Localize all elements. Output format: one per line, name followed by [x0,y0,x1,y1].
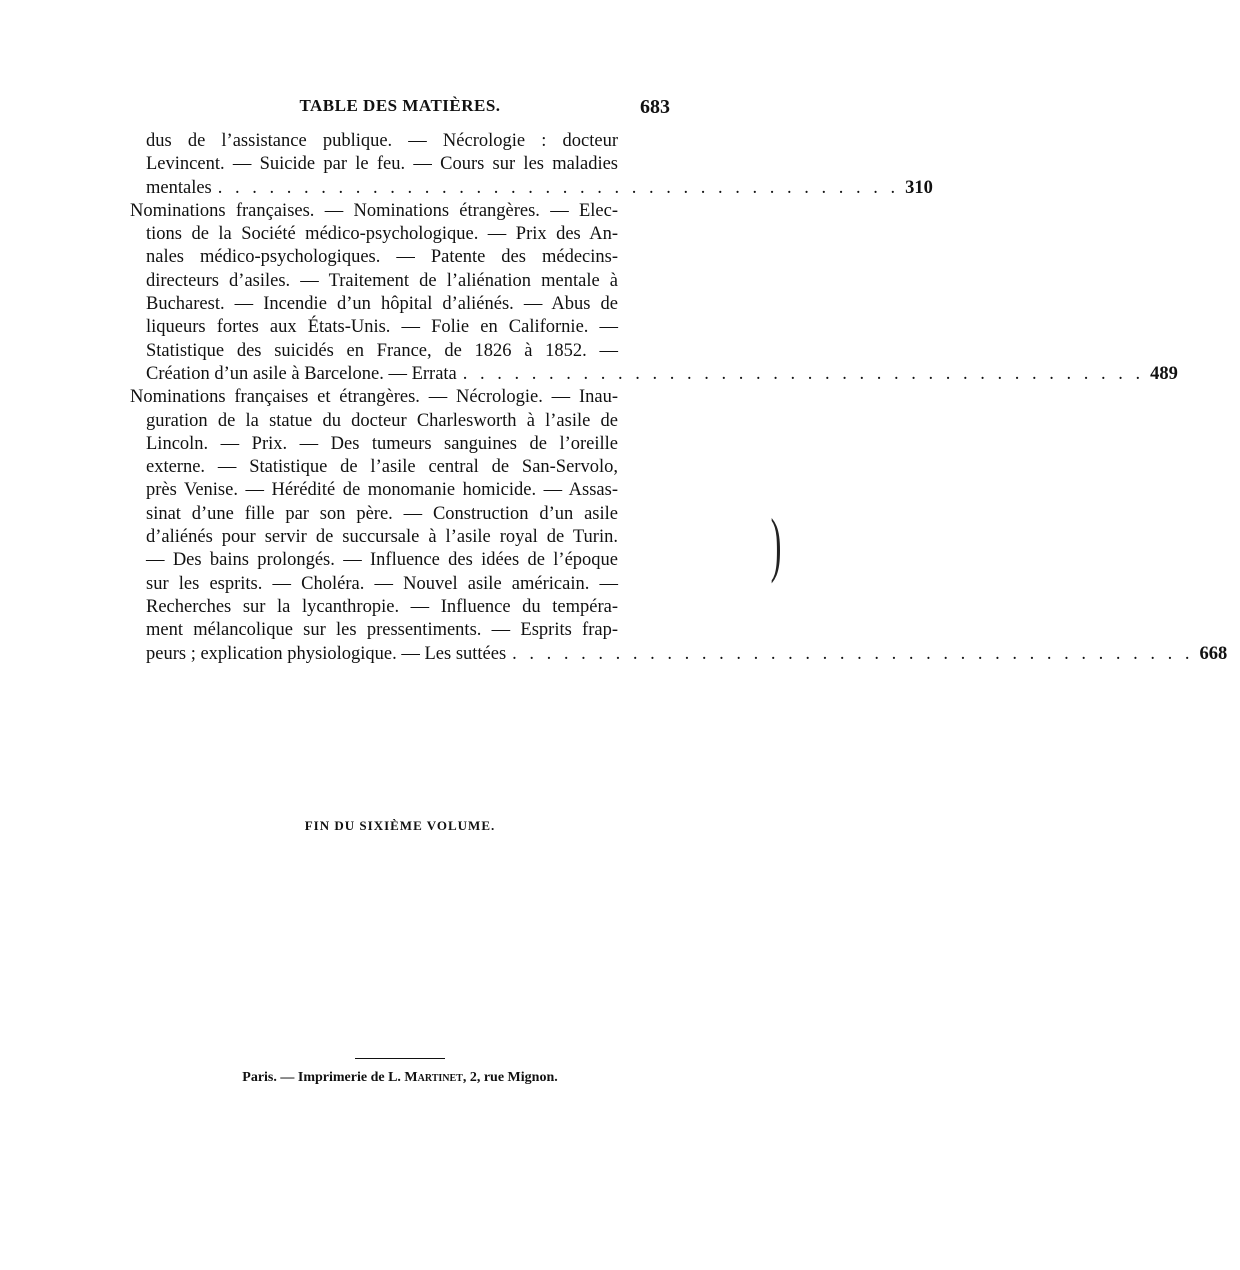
toc-line: Recherches sur la lycanthropie. — Influence du tempéra- [146,596,618,617]
imprint-printer: Martinet [404,1070,463,1085]
toc-line: Lincoln. — Prix. — Des tumeurs sanguines de l’oreille [146,433,618,454]
divider-rule [355,1058,445,1059]
page-number: 683 [640,96,670,118]
end-of-volume: FIN DU SIXIÈME VOLUME. [304,818,496,833]
dot-leader: . . . . . . . . . . . . . . . . . . . . . . . . . . . . . . . . . . . . . . . . [512,643,1194,664]
toc-line: Statistique des suicidés en France, de 1826 à 1852. — [146,340,618,361]
toc-line: guration de la statue du docteur Charlesworth à l’asile de [146,410,618,431]
toc-line: Nominations françaises. — Nominations étrangères. — Elec- [130,200,618,221]
toc-line: Levincent. — Suicide par le feu. — Cours sur les maladies [146,154,618,175]
toc-line: Bucharest. — Incendie d’un hôpital d’aliénés. — Abus de [146,294,618,315]
toc-line: nales médico-psychologiques. — Patente des médecins- [146,247,618,268]
toc-line: — Des bains prolongés. — Influence des idées de l’époque [146,550,618,571]
toc-line-last [130,363,1178,386]
imprint-prefix: Paris. — Imprimerie de L. [242,1070,405,1085]
toc-line: liqueurs fortes aux États-Unis. — Folie en Californie. — [146,317,618,338]
toc-line: près Venise. — Hérédité de monomanie homicide. — Assas- [146,480,618,501]
toc-line: tions de la Société médico-psychologique. — Prix des An- [146,224,618,245]
toc-page-ref: 489 [1150,363,1178,384]
toc-line-last [130,643,1228,666]
toc-entry-1 [130,130,933,200]
brace-mark: ) [770,504,782,584]
toc-line-text: Création d’un asile à Barcelone. — Errata [146,363,457,384]
toc-line: sinat d’une fille par son père. — Construction d’un asile [146,503,618,524]
printer-imprint [130,1070,670,1086]
dot-leader: . . . . . . . . . . . . . . . . . . . . . . . . . . . . . . . . . . . . . . . . [462,363,1145,384]
toc-line: Nominations françaises et étrangères. — Nécrologie. — Inau- [130,387,618,408]
toc-line-text: peurs ; explication physiologique. — Les suttées [146,643,507,664]
toc-page-ref: 310 [905,177,933,198]
dot-leader: . . . . . . . . . . . . . . . . . . . . . . . . . . . . . . . . . . . . . . . . [217,177,900,198]
toc-page-ref: 668 [1199,643,1228,664]
toc-line: ment mélancolique sur les pressentiments. — Esprits frap- [146,620,618,641]
toc-line: sur les esprits. — Choléra. — Nouvel asile américain. — [146,573,618,594]
table-of-contents [130,130,1228,666]
running-head [130,96,670,122]
toc-entry-2 [130,200,1178,386]
toc-entry-3 [130,386,1228,666]
toc-line: dus de l’assistance publique. — Nécrologie : docteur [146,131,618,151]
toc-line: directeurs d’asiles. — Traitement de l’aliénation mentale à [146,270,618,291]
toc-line: externe. — Statistique de l’asile central de San-Servolo, [146,457,618,478]
toc-line: d’aliénés pour servir de succursale à l’asile royal de Turin. [146,527,618,548]
toc-line-last [130,177,933,200]
toc-line-text: mentales [146,177,212,198]
running-title: TABLE DES MATIÈRES. [299,96,501,115]
imprint-suffix: , 2, rue Mignon. [462,1070,558,1085]
